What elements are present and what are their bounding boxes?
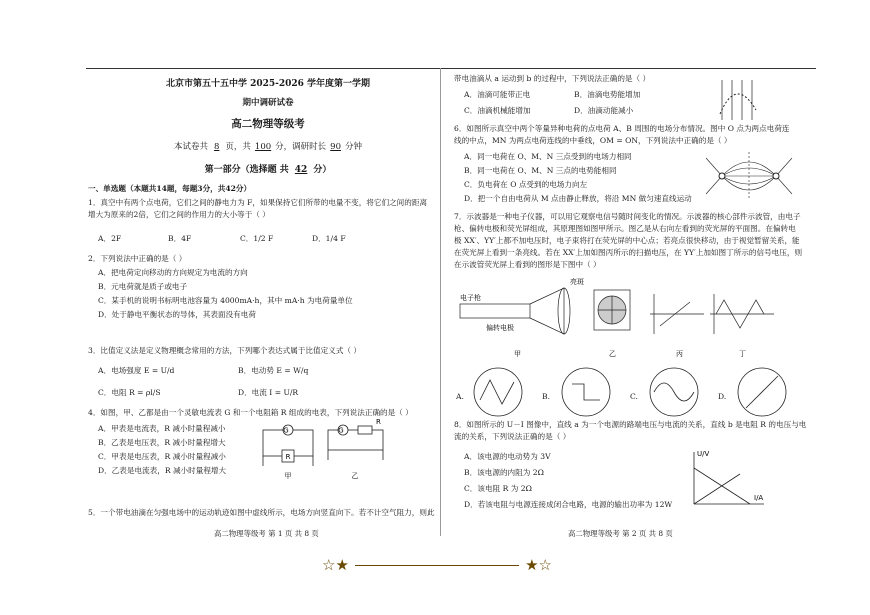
q2-option-b[interactable]: B．元电荷就是质子或电子 bbox=[98, 282, 188, 291]
q5-option-a[interactable]: A．油滴可能带正电 bbox=[464, 90, 531, 99]
dipole-field-figure bbox=[704, 148, 794, 204]
figure-jia-caption: 甲 bbox=[514, 350, 521, 358]
i-axis-label: I/A bbox=[754, 494, 764, 502]
q8-option-b[interactable]: B．该电源的内阻为 2Ω bbox=[464, 468, 544, 477]
q5-text-cont: 带电油滴从 a 运动到 b 的过程中，下列说法正确的是（ ） bbox=[454, 74, 651, 83]
q1-option-c[interactable]: C．1/2 F bbox=[240, 234, 274, 243]
resistor-label: R bbox=[285, 453, 291, 461]
galvanometer-label: G bbox=[283, 426, 289, 435]
q2-option-d[interactable]: D．处于静电平衡状态的导体，其表面没有电荷 bbox=[98, 310, 256, 319]
q7-option-c[interactable]: C. bbox=[630, 392, 638, 401]
galvanometer-label: G bbox=[338, 426, 344, 435]
q1-option-b[interactable]: B．4F bbox=[168, 234, 192, 243]
figure-yi-caption: 乙 bbox=[351, 472, 359, 480]
left-footer: 高二物理等级考 第 1 页 共 8 页 bbox=[214, 529, 319, 538]
q4-option-a[interactable]: A．甲表是电流表，R 减小时量程减小 bbox=[98, 424, 226, 433]
q7-option-d[interactable]: D. bbox=[718, 392, 727, 401]
deflect-label: 偏转电极 bbox=[486, 324, 514, 332]
exam-info bbox=[88, 140, 448, 152]
q6-option-a[interactable]: A．同一电荷在 O、M、N 三点受到的电场力相同 bbox=[464, 152, 632, 161]
gun-label: 电子枪 bbox=[460, 294, 481, 302]
figure-ding-caption: 丁 bbox=[739, 350, 746, 358]
q5-option-c[interactable]: C．油滴机械能增加 bbox=[464, 106, 531, 115]
part-text: 分） bbox=[313, 165, 332, 175]
q2-option-c[interactable]: C．某手机的说明书标明电池容量为 4000mA·h，其中 mA·h 为电荷量单位 bbox=[98, 296, 353, 305]
q7-text: 7．示波器是一种电子仪器，可以用它观察电信号随时间变化的情况。示波器的核心部件示波管，由电子 bbox=[454, 212, 801, 221]
star-icon: ☆★ bbox=[322, 556, 349, 574]
q8-option-d[interactable]: D．若该电阻与电源连接成闭合电路，电源的输出功率为 12W bbox=[464, 500, 673, 509]
figure-jia-caption: 甲 bbox=[284, 472, 292, 480]
right-footer: 高二物理等级考 第 2 页 共 8 页 bbox=[568, 529, 673, 538]
part-text: 第一部分（选择题 共 bbox=[204, 165, 289, 175]
info-text: 分，调研时长 bbox=[275, 142, 327, 152]
q1-text: 1．真空中有两个点电荷，它们之间的静电力为 F，如果保持它们所带的电量不变，将它们之间的距离 bbox=[88, 198, 428, 207]
q6-text: 6．如图所示真空中两个等量异种电荷的点电荷 A、B 周围的电场分布情况。图中 O 点为两点电荷连 bbox=[454, 124, 790, 133]
part-score: 42 bbox=[294, 165, 308, 175]
resistor-label: R bbox=[376, 418, 381, 426]
q6-text: 线的中点，MN 为两点电荷连线的中垂线，OM = ON，下列说法中正确的是（ ） bbox=[454, 136, 732, 145]
q8-text: 8．如图所示的 U－I 图像中，直线 a 为一个电源的路端电压与电流的关系，直线 b 是电阻 R 的电压与电 bbox=[454, 420, 807, 429]
oil-drop-field-figure bbox=[716, 80, 760, 124]
section-heading: 一、单选题（本题共14题，每题3分，共42分） bbox=[88, 184, 252, 193]
figure-bing-caption: 丙 bbox=[676, 350, 683, 358]
part1-heading bbox=[88, 162, 448, 175]
info-text: 分钟 bbox=[345, 142, 363, 152]
q3-option-a[interactable]: A．电场强度 E = U/d bbox=[98, 366, 175, 375]
q6-option-d[interactable]: D．把一个自由电荷从 M 点由静止释放，将沿 MN 做匀速直线运动 bbox=[464, 194, 692, 203]
q7-text: 在荧光屏上看到一条亮线。若在 XX′上加如图丙所示的扫描电压，在 YY′上加如图丁所示的信号电压，则 bbox=[454, 248, 803, 257]
school-title: 北京市第五十五中学 2025-2026 学年度第一学期 bbox=[165, 79, 371, 89]
oscilloscope-tube-figure bbox=[454, 274, 804, 360]
q4-option-b[interactable]: B．乙表是电压表，R 减小时量程增大 bbox=[98, 438, 226, 447]
q6-option-b[interactable]: B．同一电荷在 O、M、N 三点的电势能相同 bbox=[464, 166, 617, 175]
star-divider bbox=[322, 556, 552, 574]
page-count: 8 bbox=[213, 142, 220, 152]
star-icon: ★☆ bbox=[525, 556, 552, 574]
q4-option-c[interactable]: C．甲表是电压表，R 减小时量程减小 bbox=[98, 452, 226, 461]
right-page bbox=[454, 62, 834, 552]
q6-option-c[interactable]: C．负电荷在 O 点受到的电场力向左 bbox=[464, 180, 588, 189]
q5-option-b[interactable]: B．油滴电势能增加 bbox=[574, 90, 641, 99]
q7-text: 在示波管荧光屏上看到的图形是下图中（ ） bbox=[454, 260, 601, 269]
screen-label: 亮斑 bbox=[570, 278, 584, 286]
q7-option-b[interactable]: B. bbox=[542, 392, 550, 401]
ammeter-circuit-figures bbox=[258, 420, 398, 480]
q3-text: 3．比值定义法是定义物理概念常用的方法，下列哪个表达式属于比值定义式（ ） bbox=[88, 346, 362, 355]
q7-option-a[interactable]: A. bbox=[456, 392, 464, 401]
q1-text: 增大为原来的2倍，它们之间的作用力的大小等于（ ） bbox=[88, 210, 270, 219]
info-text: 本试卷共 bbox=[173, 142, 208, 152]
q4-option-d[interactable]: D．乙表是电流表，R 减小时量程增大 bbox=[98, 466, 227, 475]
ui-graph-figure bbox=[688, 448, 768, 510]
u-axis-label: U/V bbox=[697, 450, 710, 458]
duration: 90 bbox=[330, 142, 341, 152]
q7-answer-screens bbox=[454, 366, 804, 420]
q8-option-a[interactable]: A．该电源的电动势为 3V bbox=[464, 452, 551, 461]
q3-option-b[interactable]: B．电动势 E = W/q bbox=[238, 366, 309, 375]
q3-option-d[interactable]: D．电流 I = U/R bbox=[238, 388, 299, 397]
figure-yi-caption: 乙 bbox=[609, 350, 616, 358]
q7-text: 枪、偏转电极和荧光屏组成，其原理图如图甲所示。图乙是从右向左看到的荧光屏的平面图。在偏转电 bbox=[454, 224, 796, 233]
q1-option-a[interactable]: A．2F bbox=[98, 234, 122, 243]
info-text: 页，共 bbox=[225, 142, 251, 152]
total-score: 100 bbox=[254, 142, 272, 152]
q2-option-a[interactable]: A．把电荷定向移动的方向规定为电流的方向 bbox=[98, 268, 248, 277]
exam-title: 期中调研试卷 bbox=[242, 98, 294, 108]
divider-line bbox=[355, 565, 519, 566]
q5-option-d[interactable]: D．油滴动能减小 bbox=[574, 106, 634, 115]
q7-text: 极 XX′、YY′上都不加电压时，电子束将打在荧光屏的中心点；若亮点很快移动，由于视觉暂留关系，能 bbox=[454, 236, 800, 245]
subject-title: 高二物理等级考 bbox=[231, 118, 305, 130]
q5-text: 5．一个带电油滴在匀强电场中的运动轨迹如图中虚线所示，电场方向竖直向下。若不计空气阻力，则此 bbox=[88, 508, 435, 517]
q1-option-d[interactable]: D．1/4 F bbox=[312, 234, 346, 243]
q2-text: 2．下列说法中正确的是（ ） bbox=[88, 254, 187, 263]
q4-text: 4．如图，甲、乙都是由一个灵敏电流表 G 和一个电阻箱 R 组成的电表，下列说法正确的是（ ） bbox=[88, 408, 413, 417]
q3-option-c[interactable]: C．电阻 R = ρl/S bbox=[98, 388, 161, 397]
q8-text: 流的关系，下列说法正确的是（ ） bbox=[454, 432, 571, 441]
left-page bbox=[88, 62, 468, 552]
q8-option-c[interactable]: C．该电阻 R 为 2Ω bbox=[464, 484, 532, 493]
